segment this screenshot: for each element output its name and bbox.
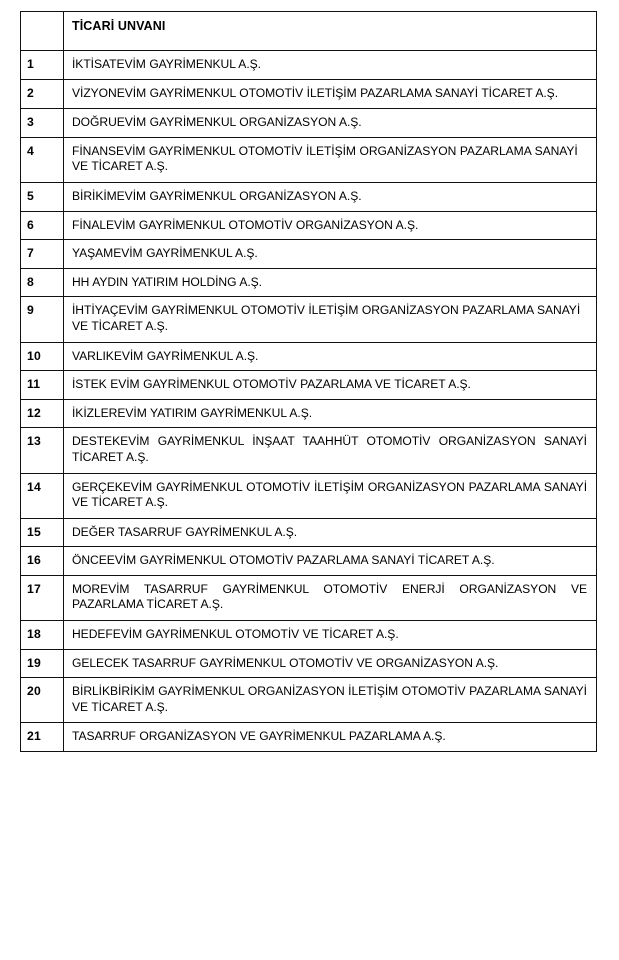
table-row — [21, 575, 597, 620]
trade-name-cell: İKTİSATEVİM GAYRİMENKUL A.Ş. — [64, 51, 597, 80]
company-names-table — [20, 11, 597, 752]
table-row — [21, 137, 597, 182]
row-number-cell: 15 — [21, 518, 64, 547]
table-row — [21, 79, 597, 109]
trade-name-cell: VİZYONEVİM GAYRİMENKUL OTOMOTİV İLETİŞİM PAZARLAMA SANAYİ TİCARET A.Ş. — [64, 79, 597, 109]
trade-name-cell: DEĞER TASARRUF GAYRİMENKUL A.Ş. — [64, 518, 597, 547]
trade-name-cell: DOĞRUEVİM GAYRİMENKUL ORGANİZASYON A.Ş. — [64, 109, 597, 138]
row-number-cell: 9 — [21, 297, 64, 342]
table-row — [21, 621, 597, 650]
trade-name-cell: GERÇEKEVİM GAYRİMENKUL OTOMOTİV İLETİŞİM ORGANİZASYON PAZARLAMA SANAYİ VE TİCARET A.Ş. — [64, 473, 597, 518]
table-row — [21, 518, 597, 547]
trade-name-cell: ÖNCEEVİM GAYRİMENKUL OTOMOTİV PAZARLAMA SANAYİ TİCARET A.Ş. — [64, 547, 597, 576]
table-row — [21, 51, 597, 80]
table-row — [21, 240, 597, 269]
row-number-cell: 4 — [21, 137, 64, 182]
row-number-cell: 18 — [21, 621, 64, 650]
trade-name-cell: GELECEK TASARRUF GAYRİMENKUL OTOMOTİV VE ORGANİZASYON A.Ş. — [64, 649, 597, 678]
trade-name-cell: TASARRUF ORGANİZASYON VE GAYRİMENKUL PAZARLAMA A.Ş. — [64, 723, 597, 752]
row-number-cell: 2 — [21, 79, 64, 109]
trade-name-cell: MOREVİM TASARRUF GAYRİMENKUL OTOMOTİV ENERJİ ORGANİZASYON VE PAZARLAMA TİCARET A.Ş. — [64, 575, 597, 620]
row-number-cell: 19 — [21, 649, 64, 678]
table-row — [21, 297, 597, 342]
row-number-cell: 5 — [21, 182, 64, 211]
trade-name-cell: BİRİKİMEVİM GAYRİMENKUL ORGANİZASYON A.Ş. — [64, 182, 597, 211]
trade-name-cell: İSTEK EVİM GAYRİMENKUL OTOMOTİV PAZARLAMA VE TİCARET A.Ş. — [64, 371, 597, 400]
table-row — [21, 649, 597, 678]
row-number-cell: 17 — [21, 575, 64, 620]
row-number-cell: 1 — [21, 51, 64, 80]
row-number-cell: 11 — [21, 371, 64, 400]
trade-name-cell: VARLIKEVİM GAYRİMENKUL A.Ş. — [64, 342, 597, 371]
trade-name-cell: FİNANSEVİM GAYRİMENKUL OTOMOTİV İLETİŞİM ORGANİZASYON PAZARLAMA SANAYİ VE TİCARET A.Ş. — [64, 137, 597, 182]
table-row — [21, 678, 597, 723]
table-row — [21, 428, 597, 473]
table-row — [21, 182, 597, 211]
table-row — [21, 371, 597, 400]
row-number-cell: 7 — [21, 240, 64, 269]
table-row — [21, 399, 597, 428]
trade-name-cell: BİRLİKBİRİKİM GAYRİMENKUL ORGANİZASYON İLETİŞİM OTOMOTİV PAZARLAMA SANAYİ VE TİCARET A.Ş. — [64, 678, 597, 723]
row-number-cell: 16 — [21, 547, 64, 576]
table-row — [21, 211, 597, 240]
trade-name-cell: DESTEKEVİM GAYRİMENKUL İNŞAAT TAAHHÜT OTOMOTİV ORGANİZASYON SANAYİ TİCARET A.Ş. — [64, 428, 597, 473]
table-row — [21, 109, 597, 138]
row-number-cell: 13 — [21, 428, 64, 473]
row-number-cell: 10 — [21, 342, 64, 371]
trade-name-cell: İKİZLEREVİM YATIRIM GAYRİMENKUL A.Ş. — [64, 399, 597, 428]
row-number-cell: 21 — [21, 723, 64, 752]
trade-name-cell: YAŞAMEVİM GAYRİMENKUL A.Ş. — [64, 240, 597, 269]
column-header-row-number — [21, 12, 64, 51]
trade-name-cell: HEDEFEVİM GAYRİMENKUL OTOMOTİV VE TİCARET A.Ş. — [64, 621, 597, 650]
column-header-trade-name: TİCARİ UNVANI — [64, 12, 597, 51]
trade-name-cell: İHTİYAÇEVİM GAYRİMENKUL OTOMOTİV İLETİŞİM ORGANİZASYON PAZARLAMA SANAYİ VE TİCARET A.Ş. — [64, 297, 597, 342]
row-number-cell: 12 — [21, 399, 64, 428]
table-body — [21, 51, 597, 752]
table-header — [21, 12, 597, 51]
row-number-cell: 8 — [21, 268, 64, 297]
table-row — [21, 268, 597, 297]
table-row — [21, 723, 597, 752]
row-number-cell: 14 — [21, 473, 64, 518]
table-header-row — [21, 12, 597, 51]
table-row — [21, 342, 597, 371]
table-container — [20, 11, 596, 752]
row-number-cell: 6 — [21, 211, 64, 240]
table-row — [21, 547, 597, 576]
trade-name-cell: HH AYDIN YATIRIM HOLDİNG A.Ş. — [64, 268, 597, 297]
trade-name-cell: FİNALEVİM GAYRİMENKUL OTOMOTİV ORGANİZASYON A.Ş. — [64, 211, 597, 240]
row-number-cell: 3 — [21, 109, 64, 138]
row-number-cell: 20 — [21, 678, 64, 723]
table-row — [21, 473, 597, 518]
